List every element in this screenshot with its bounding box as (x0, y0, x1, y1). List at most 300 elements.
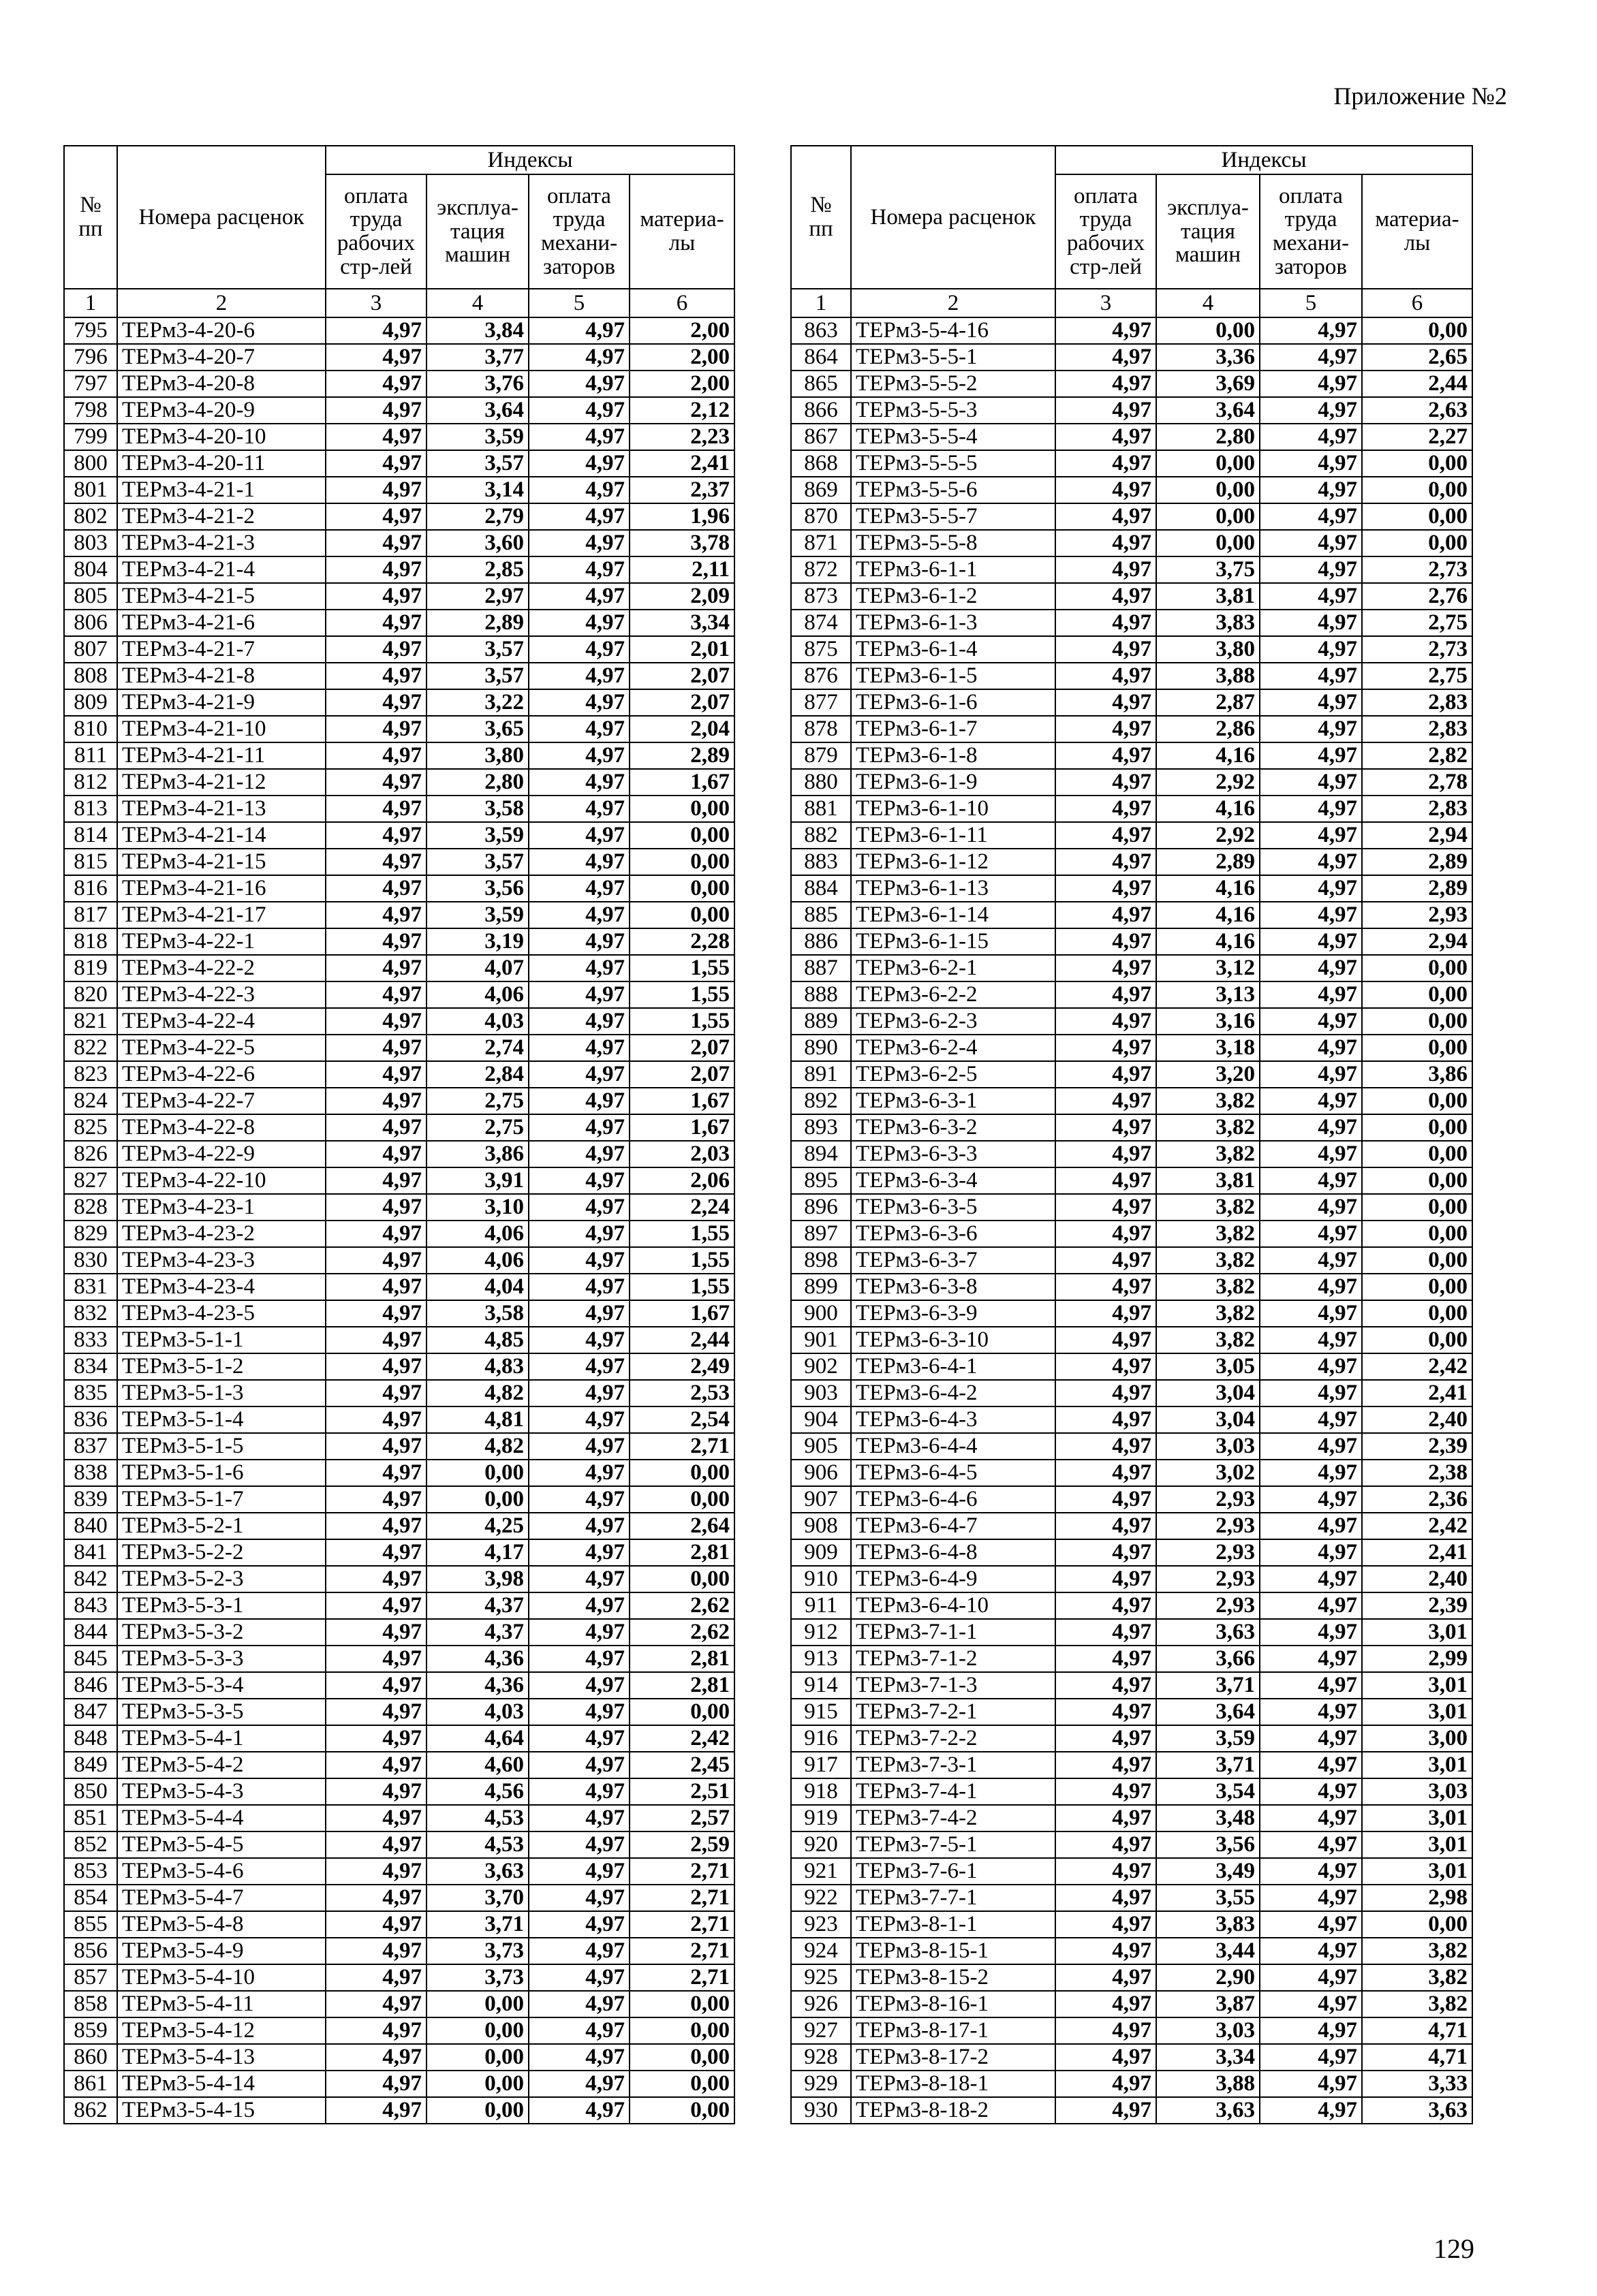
labor-index: 4,97 (1055, 1672, 1156, 1699)
table-row (791, 663, 1472, 689)
operators-index: 4,97 (529, 2044, 630, 2071)
rate-code: ТЕРм3-7-4-1 (851, 1778, 1055, 1805)
machines-index: 4,60 (427, 1752, 529, 1778)
labor-index: 4,97 (326, 1513, 427, 1539)
table-row (64, 1991, 734, 2017)
operators-index: 4,97 (529, 1513, 630, 1539)
materials-index: 2,89 (630, 742, 734, 769)
row-number: 861 (64, 2071, 117, 2097)
labor-index: 4,97 (326, 1964, 427, 1991)
operators-index: 4,97 (1260, 928, 1362, 955)
table-row (791, 1592, 1472, 1619)
table-row (791, 849, 1472, 875)
machines-index: 3,36 (1156, 344, 1260, 371)
machines-index: 3,82 (1156, 1300, 1260, 1327)
rate-code: ТЕРм3-6-4-8 (851, 1539, 1055, 1566)
operators-index: 4,97 (529, 1008, 630, 1035)
machines-index: 3,86 (427, 1141, 529, 1167)
materials-index: 0,00 (630, 2097, 734, 2124)
materials-index: 0,00 (1362, 503, 1472, 530)
machines-index: 3,04 (1156, 1380, 1260, 1406)
machines-index: 3,59 (427, 424, 529, 450)
table-row (64, 1592, 734, 1619)
labor-index: 4,97 (1055, 1300, 1156, 1327)
materials-index: 3,01 (1362, 1858, 1472, 1885)
table-row (64, 1353, 734, 1380)
machines-index: 2,87 (1156, 689, 1260, 716)
operators-index: 4,97 (1260, 822, 1362, 849)
table-row (791, 397, 1472, 424)
materials-index: 2,11 (630, 556, 734, 583)
row-number: 910 (791, 1566, 851, 1592)
machines-index: 3,20 (1156, 1061, 1260, 1088)
labor-index: 4,97 (1055, 1778, 1156, 1805)
materials-index: 1,55 (630, 1008, 734, 1035)
materials-index: 2,24 (630, 1194, 734, 1221)
materials-index: 4,71 (1362, 2044, 1472, 2071)
col-num-header: № пп (791, 146, 851, 289)
labor-index: 4,97 (1055, 371, 1156, 397)
labor-index: 4,97 (326, 1539, 427, 1566)
machines-index: 2,93 (1156, 1539, 1260, 1566)
col-number: 3 (326, 289, 427, 317)
machines-index: 3,13 (1156, 981, 1260, 1008)
rate-code: ТЕРм3-4-21-2 (117, 503, 326, 530)
table-row (64, 1831, 734, 1858)
operators-index: 4,97 (529, 1167, 630, 1194)
row-number: 801 (64, 477, 117, 503)
rate-code: ТЕРм3-6-1-6 (851, 689, 1055, 716)
table-row (791, 450, 1472, 477)
labor-index: 4,97 (326, 875, 427, 902)
rate-code: ТЕРм3-5-1-1 (117, 1327, 326, 1353)
machines-index: 4,03 (427, 1699, 529, 1725)
machines-index: 3,57 (427, 849, 529, 875)
table-row (791, 556, 1472, 583)
index-table-left (63, 145, 735, 2124)
machines-index: 0,00 (427, 1486, 529, 1513)
row-number: 906 (791, 1460, 851, 1486)
materials-index: 2,81 (630, 1672, 734, 1699)
operators-index: 4,97 (1260, 1433, 1362, 1460)
table-row (791, 583, 1472, 610)
operators-index: 4,97 (529, 1831, 630, 1858)
labor-index: 4,97 (1055, 1167, 1156, 1194)
materials-index: 3,03 (1362, 1778, 1472, 1805)
machines-index: 3,75 (1156, 556, 1260, 583)
table-row (64, 1858, 734, 1885)
rate-code: ТЕРм3-8-1-1 (851, 1911, 1055, 1938)
machines-index: 0,00 (427, 1991, 529, 2017)
operators-index: 4,97 (1260, 689, 1362, 716)
machines-index: 4,16 (1156, 928, 1260, 955)
operators-index: 4,97 (1260, 955, 1362, 981)
col-materials-header: материа-лы (630, 174, 734, 289)
rate-code: ТЕРм3-4-23-1 (117, 1194, 326, 1221)
table-row (64, 1247, 734, 1274)
table-row (64, 1433, 734, 1460)
labor-index: 4,97 (1055, 902, 1156, 928)
machines-index: 3,76 (427, 371, 529, 397)
labor-index: 4,97 (326, 583, 427, 610)
materials-index: 3,01 (1362, 1752, 1472, 1778)
materials-index: 2,44 (1362, 371, 1472, 397)
rate-code: ТЕРм3-4-22-4 (117, 1008, 326, 1035)
operators-index: 4,97 (529, 1061, 630, 1088)
machines-index: 3,81 (1156, 583, 1260, 610)
rate-code: ТЕРм3-6-4-2 (851, 1380, 1055, 1406)
table-row (64, 636, 734, 663)
table-row (64, 1805, 734, 1831)
rate-code: ТЕРм3-6-2-5 (851, 1061, 1055, 1088)
operators-index: 4,97 (1260, 1194, 1362, 1221)
table-row (791, 1539, 1472, 1566)
labor-index: 4,97 (1055, 1619, 1156, 1646)
operators-index: 4,97 (1260, 1486, 1362, 1513)
operators-index: 4,97 (1260, 2017, 1362, 2044)
table-body-left (64, 317, 734, 2124)
materials-index: 0,00 (1362, 1088, 1472, 1114)
col-number: 6 (630, 289, 734, 317)
page-number: 129 (1433, 2233, 1474, 2264)
table-row (64, 1114, 734, 1141)
row-number: 810 (64, 716, 117, 742)
operators-index: 4,97 (529, 1752, 630, 1778)
table-row (64, 1141, 734, 1167)
rate-code: ТЕРм3-6-1-14 (851, 902, 1055, 928)
labor-index: 4,97 (326, 424, 427, 450)
operators-index: 4,97 (529, 1194, 630, 1221)
operators-index: 4,97 (1260, 875, 1362, 902)
machines-index: 0,00 (427, 2097, 529, 2124)
labor-index: 4,97 (326, 1380, 427, 1406)
labor-index: 4,97 (326, 1831, 427, 1858)
machines-index: 3,34 (1156, 2044, 1260, 2071)
row-number: 832 (64, 1300, 117, 1327)
machines-index: 3,64 (427, 397, 529, 424)
rate-code: ТЕРм3-4-22-5 (117, 1035, 326, 1061)
materials-index: 0,00 (630, 2044, 734, 2071)
materials-index: 1,55 (630, 1247, 734, 1274)
rate-code: ТЕРм3-8-16-1 (851, 1991, 1055, 2017)
row-number: 819 (64, 955, 117, 981)
operators-index: 4,97 (1260, 1858, 1362, 1885)
materials-index: 0,00 (1362, 1167, 1472, 1194)
row-number: 900 (791, 1300, 851, 1327)
row-number: 876 (791, 663, 851, 689)
labor-index: 4,97 (326, 981, 427, 1008)
operators-index: 4,97 (1260, 796, 1362, 822)
table-row (64, 822, 734, 849)
row-number: 925 (791, 1964, 851, 1991)
row-number: 881 (791, 796, 851, 822)
machines-index: 3,71 (427, 1911, 529, 1938)
rate-code: ТЕРм3-6-2-3 (851, 1008, 1055, 1035)
col-operators-header: оплата труда механи-заторов (529, 174, 630, 289)
materials-index: 2,62 (630, 1619, 734, 1646)
rate-code: ТЕРм3-4-21-4 (117, 556, 326, 583)
operators-index: 4,97 (529, 1300, 630, 1327)
operators-index: 4,97 (1260, 1805, 1362, 1831)
operators-index: 4,97 (529, 636, 630, 663)
operators-index: 4,97 (529, 450, 630, 477)
rate-code: ТЕРм3-4-23-2 (117, 1221, 326, 1247)
rate-code: ТЕРм3-8-18-1 (851, 2071, 1055, 2097)
operators-index: 4,97 (1260, 610, 1362, 636)
row-number: 886 (791, 928, 851, 955)
row-number: 911 (791, 1592, 851, 1619)
machines-index: 4,06 (427, 1247, 529, 1274)
row-number: 838 (64, 1460, 117, 1486)
materials-index: 0,00 (1362, 1194, 1472, 1221)
table-row (64, 1088, 734, 1114)
rate-code: ТЕРм3-5-4-10 (117, 1964, 326, 1991)
row-number: 823 (64, 1061, 117, 1088)
materials-index: 2,40 (1362, 1566, 1472, 1592)
operators-index: 4,97 (529, 981, 630, 1008)
operators-index: 4,97 (529, 1592, 630, 1619)
labor-index: 4,97 (326, 1194, 427, 1221)
materials-index: 2,00 (630, 317, 734, 344)
labor-index: 4,97 (326, 1406, 427, 1433)
machines-index: 2,93 (1156, 1513, 1260, 1539)
row-number: 845 (64, 1646, 117, 1672)
labor-index: 4,97 (1055, 1353, 1156, 1380)
materials-index: 2,53 (630, 1380, 734, 1406)
operators-index: 4,97 (529, 849, 630, 875)
row-number: 873 (791, 583, 851, 610)
col-number: 2 (117, 289, 326, 317)
labor-index: 4,97 (326, 450, 427, 477)
row-number: 922 (791, 1885, 851, 1911)
operators-index: 4,97 (529, 1114, 630, 1141)
row-number: 806 (64, 610, 117, 636)
machines-index: 3,14 (427, 477, 529, 503)
row-number: 928 (791, 2044, 851, 2071)
table-row (791, 716, 1472, 742)
machines-index: 3,65 (427, 716, 529, 742)
operators-index: 4,97 (1260, 530, 1362, 556)
labor-index: 4,97 (326, 796, 427, 822)
materials-index: 2,75 (1362, 610, 1472, 636)
materials-index: 0,00 (630, 2071, 734, 2097)
operators-index: 4,97 (1260, 663, 1362, 689)
materials-index: 2,71 (630, 1433, 734, 1460)
labor-index: 4,97 (326, 1327, 427, 1353)
table-row (64, 928, 734, 955)
rate-code: ТЕРм3-5-5-8 (851, 530, 1055, 556)
materials-index: 0,00 (1362, 1274, 1472, 1300)
materials-index: 2,42 (1362, 1353, 1472, 1380)
materials-index: 2,03 (630, 1141, 734, 1167)
machines-index: 4,07 (427, 955, 529, 981)
table-row (791, 1938, 1472, 1964)
materials-index: 2,39 (1362, 1592, 1472, 1619)
operators-index: 4,97 (529, 1539, 630, 1566)
machines-index: 3,48 (1156, 1805, 1260, 1831)
labor-index: 4,97 (326, 928, 427, 955)
row-number: 879 (791, 742, 851, 769)
table-row (791, 1247, 1472, 1274)
rate-code: ТЕРм3-6-3-7 (851, 1247, 1055, 1274)
labor-index: 4,97 (326, 1274, 427, 1300)
labor-index: 4,97 (326, 1858, 427, 1885)
row-number: 895 (791, 1167, 851, 1194)
operators-index: 4,97 (1260, 1460, 1362, 1486)
labor-index: 4,97 (1055, 742, 1156, 769)
table-row (64, 1327, 734, 1353)
materials-index: 2,28 (630, 928, 734, 955)
machines-index: 3,82 (1156, 1114, 1260, 1141)
operators-index: 4,97 (1260, 769, 1362, 796)
rate-code: ТЕРм3-5-4-5 (117, 1831, 326, 1858)
row-number: 878 (791, 716, 851, 742)
operators-index: 4,97 (1260, 1938, 1362, 1964)
labor-index: 4,97 (1055, 1964, 1156, 1991)
table-row (64, 1672, 734, 1699)
row-number: 890 (791, 1035, 851, 1061)
table-row (64, 1406, 734, 1433)
operators-index: 4,97 (1260, 1141, 1362, 1167)
rate-code: ТЕРм3-5-4-9 (117, 1938, 326, 1964)
materials-index: 2,36 (1362, 1486, 1472, 1513)
machines-index: 3,59 (427, 902, 529, 928)
operators-index: 4,97 (1260, 1300, 1362, 1327)
rate-code: ТЕРм3-5-4-13 (117, 2044, 326, 2071)
materials-index: 0,00 (1362, 1221, 1472, 1247)
machines-index: 3,02 (1156, 1460, 1260, 1486)
labor-index: 4,97 (1055, 1725, 1156, 1752)
row-number: 883 (791, 849, 851, 875)
row-number: 797 (64, 371, 117, 397)
col-code-header: Номера расценок (851, 146, 1055, 289)
operators-index: 4,97 (1260, 1725, 1362, 1752)
rate-code: ТЕРм3-4-20-7 (117, 344, 326, 371)
operators-index: 4,97 (529, 2017, 630, 2044)
row-number: 887 (791, 955, 851, 981)
materials-index: 1,96 (630, 503, 734, 530)
machines-index: 4,17 (427, 1539, 529, 1566)
row-number: 804 (64, 556, 117, 583)
materials-index: 0,00 (1362, 1327, 1472, 1353)
machines-index: 2,84 (427, 1061, 529, 1088)
table-row (791, 1327, 1472, 1353)
table-row (791, 530, 1472, 556)
labor-index: 4,97 (326, 317, 427, 344)
materials-index: 0,00 (1362, 955, 1472, 981)
table-row (791, 1513, 1472, 1539)
labor-index: 4,97 (326, 503, 427, 530)
rate-code: ТЕРм3-4-23-3 (117, 1247, 326, 1274)
table-row (791, 902, 1472, 928)
operators-index: 4,97 (1260, 1699, 1362, 1725)
rate-code: ТЕРм3-4-20-6 (117, 317, 326, 344)
materials-index: 2,83 (1362, 716, 1472, 742)
materials-index: 0,00 (630, 849, 734, 875)
machines-index: 4,53 (427, 1831, 529, 1858)
row-number: 898 (791, 1247, 851, 1274)
table-row (64, 1274, 734, 1300)
table-row (791, 1725, 1472, 1752)
row-number: 914 (791, 1672, 851, 1699)
materials-index: 2,42 (1362, 1513, 1472, 1539)
operators-index: 4,97 (1260, 371, 1362, 397)
rate-code: ТЕРм3-4-21-15 (117, 849, 326, 875)
materials-index: 0,00 (1362, 1247, 1472, 1274)
table-row (791, 981, 1472, 1008)
row-number: 860 (64, 2044, 117, 2071)
labor-index: 4,97 (326, 1752, 427, 1778)
row-number: 929 (791, 2071, 851, 2097)
labor-index: 4,97 (1055, 1274, 1156, 1300)
table-row (791, 1221, 1472, 1247)
operators-index: 4,97 (529, 1353, 630, 1380)
rate-code: ТЕРм3-5-4-14 (117, 2071, 326, 2097)
labor-index: 4,97 (1055, 1991, 1156, 2017)
rate-code: ТЕРм3-5-1-7 (117, 1486, 326, 1513)
materials-index: 2,07 (630, 1061, 734, 1088)
materials-index: 3,01 (1362, 1699, 1472, 1725)
materials-index: 0,00 (630, 1699, 734, 1725)
row-number: 822 (64, 1035, 117, 1061)
materials-index: 0,00 (1362, 1911, 1472, 1938)
table-row (64, 477, 734, 503)
table-row (64, 1300, 734, 1327)
operators-index: 4,97 (529, 1964, 630, 1991)
row-number: 829 (64, 1221, 117, 1247)
machines-index: 4,37 (427, 1619, 529, 1646)
rate-code: ТЕРм3-8-17-2 (851, 2044, 1055, 2071)
labor-index: 4,97 (326, 742, 427, 769)
table-row (64, 424, 734, 450)
materials-index: 2,63 (1362, 397, 1472, 424)
operators-index: 4,97 (529, 1885, 630, 1911)
row-number: 868 (791, 450, 851, 477)
col-materials-header: материа-лы (1362, 174, 1472, 289)
machines-index: 2,75 (427, 1114, 529, 1141)
rate-code: ТЕРм3-4-21-17 (117, 902, 326, 928)
rate-code: ТЕРм3-4-21-7 (117, 636, 326, 663)
rate-code: ТЕРм3-5-2-3 (117, 1566, 326, 1592)
operators-index: 4,97 (529, 371, 630, 397)
table-row (791, 317, 1472, 344)
operators-index: 4,97 (529, 397, 630, 424)
materials-index: 2,07 (630, 663, 734, 689)
rate-code: ТЕРм3-4-22-8 (117, 1114, 326, 1141)
operators-index: 4,97 (1260, 1221, 1362, 1247)
rate-code: ТЕРм3-5-5-2 (851, 371, 1055, 397)
machines-index: 3,82 (1156, 1274, 1260, 1300)
row-number: 827 (64, 1167, 117, 1194)
operators-index: 4,97 (529, 2097, 630, 2124)
operators-index: 4,97 (1260, 450, 1362, 477)
operators-index: 4,97 (1260, 1672, 1362, 1699)
row-number: 798 (64, 397, 117, 424)
operators-index: 4,97 (1260, 1513, 1362, 1539)
materials-index: 2,62 (630, 1592, 734, 1619)
row-number: 930 (791, 2097, 851, 2124)
operators-index: 4,97 (529, 1486, 630, 1513)
labor-index: 4,97 (326, 1061, 427, 1088)
machines-index: 3,56 (427, 875, 529, 902)
operators-index: 4,97 (1260, 2097, 1362, 2124)
machines-index: 4,25 (427, 1513, 529, 1539)
machines-index: 3,03 (1156, 2017, 1260, 2044)
row-number: 857 (64, 1964, 117, 1991)
rate-code: ТЕРм3-5-4-4 (117, 1805, 326, 1831)
table-row (64, 610, 734, 636)
rate-code: ТЕРм3-4-22-6 (117, 1061, 326, 1088)
